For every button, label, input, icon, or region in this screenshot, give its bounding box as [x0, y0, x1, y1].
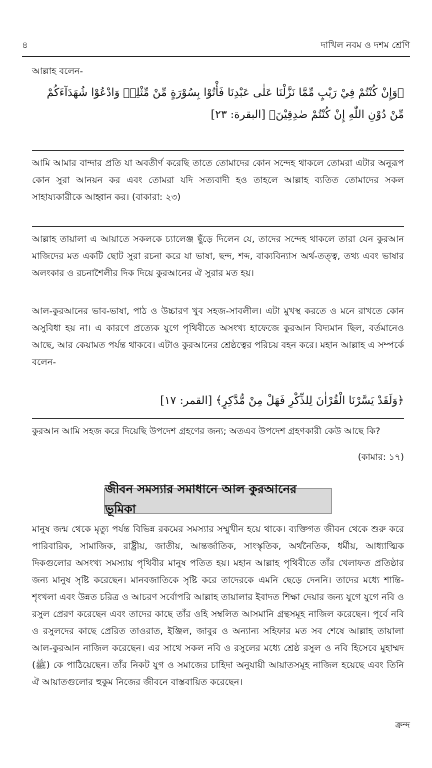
paragraph-3: মানুষ জন্ম থেকে মৃত্যু পর্যন্ত বিভিন্ন রকমের সমস্যার সম্মুখীন হয়ে থাকে। ব্যক্তিগত জীবন থেকে শুরু করে পারিবারিক, সামাজিক, রাষ্ট্রীয়, জাতীয়, আন্তর্জাতিক, সাংস্কৃতিক, অর্থনৈতিক, ধর্মীয়, আধ্যাত্মিক দিকগুলোর অসংখ্য সমস্যায় পৃথিবীর মানুষ পতিত হয়। মহান আল্লাহ পৃথিবীতে তাঁর খেলাফত প্রতিষ্ঠার জন্য মানুষ সৃষ্টি করেছেন। মানবজাতিকে সৃষ্টি করে তাদেরকে এমনি ছেড়ে দেননি। তাদের মধ্যে শান্তি-শৃংখলা এবং উন্নত চরিত্র ও আচরণ সর্বোপরি আল্লাহ তায়ালার ইবাদত শিক্ষা দেয়ার জন্য যুগে যুগে নবি ও রসুল প্রেরণ করেছেন এবং তাদের কাছে তাঁর ওহি সম্বলিত আসমানি গ্রন্থসমূহ নাজিল করেছেন। পূর্বে নবি ও রসুলদের কাছে প্রেরিত তাওরাত, ইঞ্জিল, জাবুর ও অন্যান্য সহিফার মত সব শেষে আল্লাহ তায়ালা আল-কুরআন নাজিল করেছেন। এর সাথে সকল নবি ও রসুলের মধ্যে শ্রেষ্ঠ রসুল ও নবি হিসেবে মুহাম্মদ (ﷺ) কে পাঠিয়েছেন। তাঁর নিকট যুগ ও সমাজের চাহিদা অনুযায়ী আয়াতসমূহ নাজিল হয়েছে এবং তিনি ঐ আয়াতগুলোর হুকুম নিজের জীবনে বাস্তবায়িত করেছেন। — [32, 525, 404, 688]
page-header — [22, 38, 410, 52]
verse-2-translation: কুরআন আমি সহজ করে দিয়েছি উপদেশ গ্রহণের জন্য; অতএব উপদেশ গ্রহণকারী কেউ আছে কি? — [32, 427, 381, 437]
verse-2-reference: (কামার: ১৭) — [357, 453, 404, 463]
section-title: জীবন সমস্যার সমাধানে আল কুরআনের ভূমিকা — [104, 488, 332, 514]
header-rule — [22, 56, 410, 57]
verse-2-arabic: ﴿وَلَقَدْ يَسَّرْنَا الْقُرْاٰنَ لِلذِّكْرِ فَهَلْ مِنْ مُّدَّكِرٍ﴾ [القمر: ١٧] — [160, 394, 404, 407]
footer-mark: ক্রন্দ — [395, 721, 410, 731]
intro-text: আল্লাহ বলেন- — [32, 67, 84, 77]
paragraph-1: আল্লাহ তায়ালা এ আয়াতে সকলকে চ্যালেঞ্জ ছুঁড়ে দিলেন যে, তাদের সন্দেহ থাকলে তারা যেন কুরআন মাজিদের মত একটি ছোট সুরা রচনা করে যা ভাষা, ছন্দ, শব্দ, বাক্যবিন্যাস অর্থ-তত্ত্ব, তথ্য এবং ভাষার অলংকার ও রচনাশৈলীর দিক দিয়ে কুরআনের ঐ সুরার মত হয়। — [32, 235, 404, 279]
verse-1-arabic: ﴿وَإِنْ كُنْتُمْ فِيْ رَيْبٍ مِّمَّا نَزَّلْنَا عَلٰى عَبْدِنَا فَأْتُوْا بِسُوْرَةٍ مِّنْ مِّثْلِهٖ وَادْعُوْا شُهَدَآءَكُمْ مِّنْ دُوْنِ اللّٰهِ إِنْ كُنْتُمْ صٰدِقِيْنَ﴾ [البقرة: ٢٣] — [46, 86, 404, 121]
verse-1-translation: আমি আমার বান্দার প্রতি যা অবতীর্ণ করেছি তাতে তোমাদের কোন সন্দেহ থাকলে তোমরা এটার অনুরূপ কোন সুরা আনয়ন কর এবং তোমরা যদি সত্যবাদী হও তাহলে আল্লাহ ব্যতিত তোমাদের সকল সাহায্যকারীকে আহ্বান কর। (বাকারা: ২৩) — [32, 159, 404, 203]
book-title: দাখিল নবম ও দশম শ্রেণি — [320, 40, 410, 51]
divider — [32, 150, 404, 151]
divider — [32, 418, 404, 419]
paragraph-2: আল-কুরআনের ভাব-ভাষা, পাঠ ও উচ্চারণ খুব সহজ-সাবলীল। এটা মুখস্থ করতে ও মনে রাখতে কোন অসুবিধা হয় না। এ কারণে প্রত্যেক যুগে পৃথিবীতে অসংখ্য হাফেজে কুরআন বিদ্যমান ছিল, বর্তমানেও আছে, আর কেয়ামত পর্যন্ত থাকবে। এটাও কুরআনের শ্রেষ্ঠত্বের পরিচয় বহন করে। মহান আল্লাহ এ সম্পর্কে বলেন- — [32, 307, 404, 368]
page-number: ৪ — [22, 40, 28, 51]
divider — [32, 226, 404, 227]
